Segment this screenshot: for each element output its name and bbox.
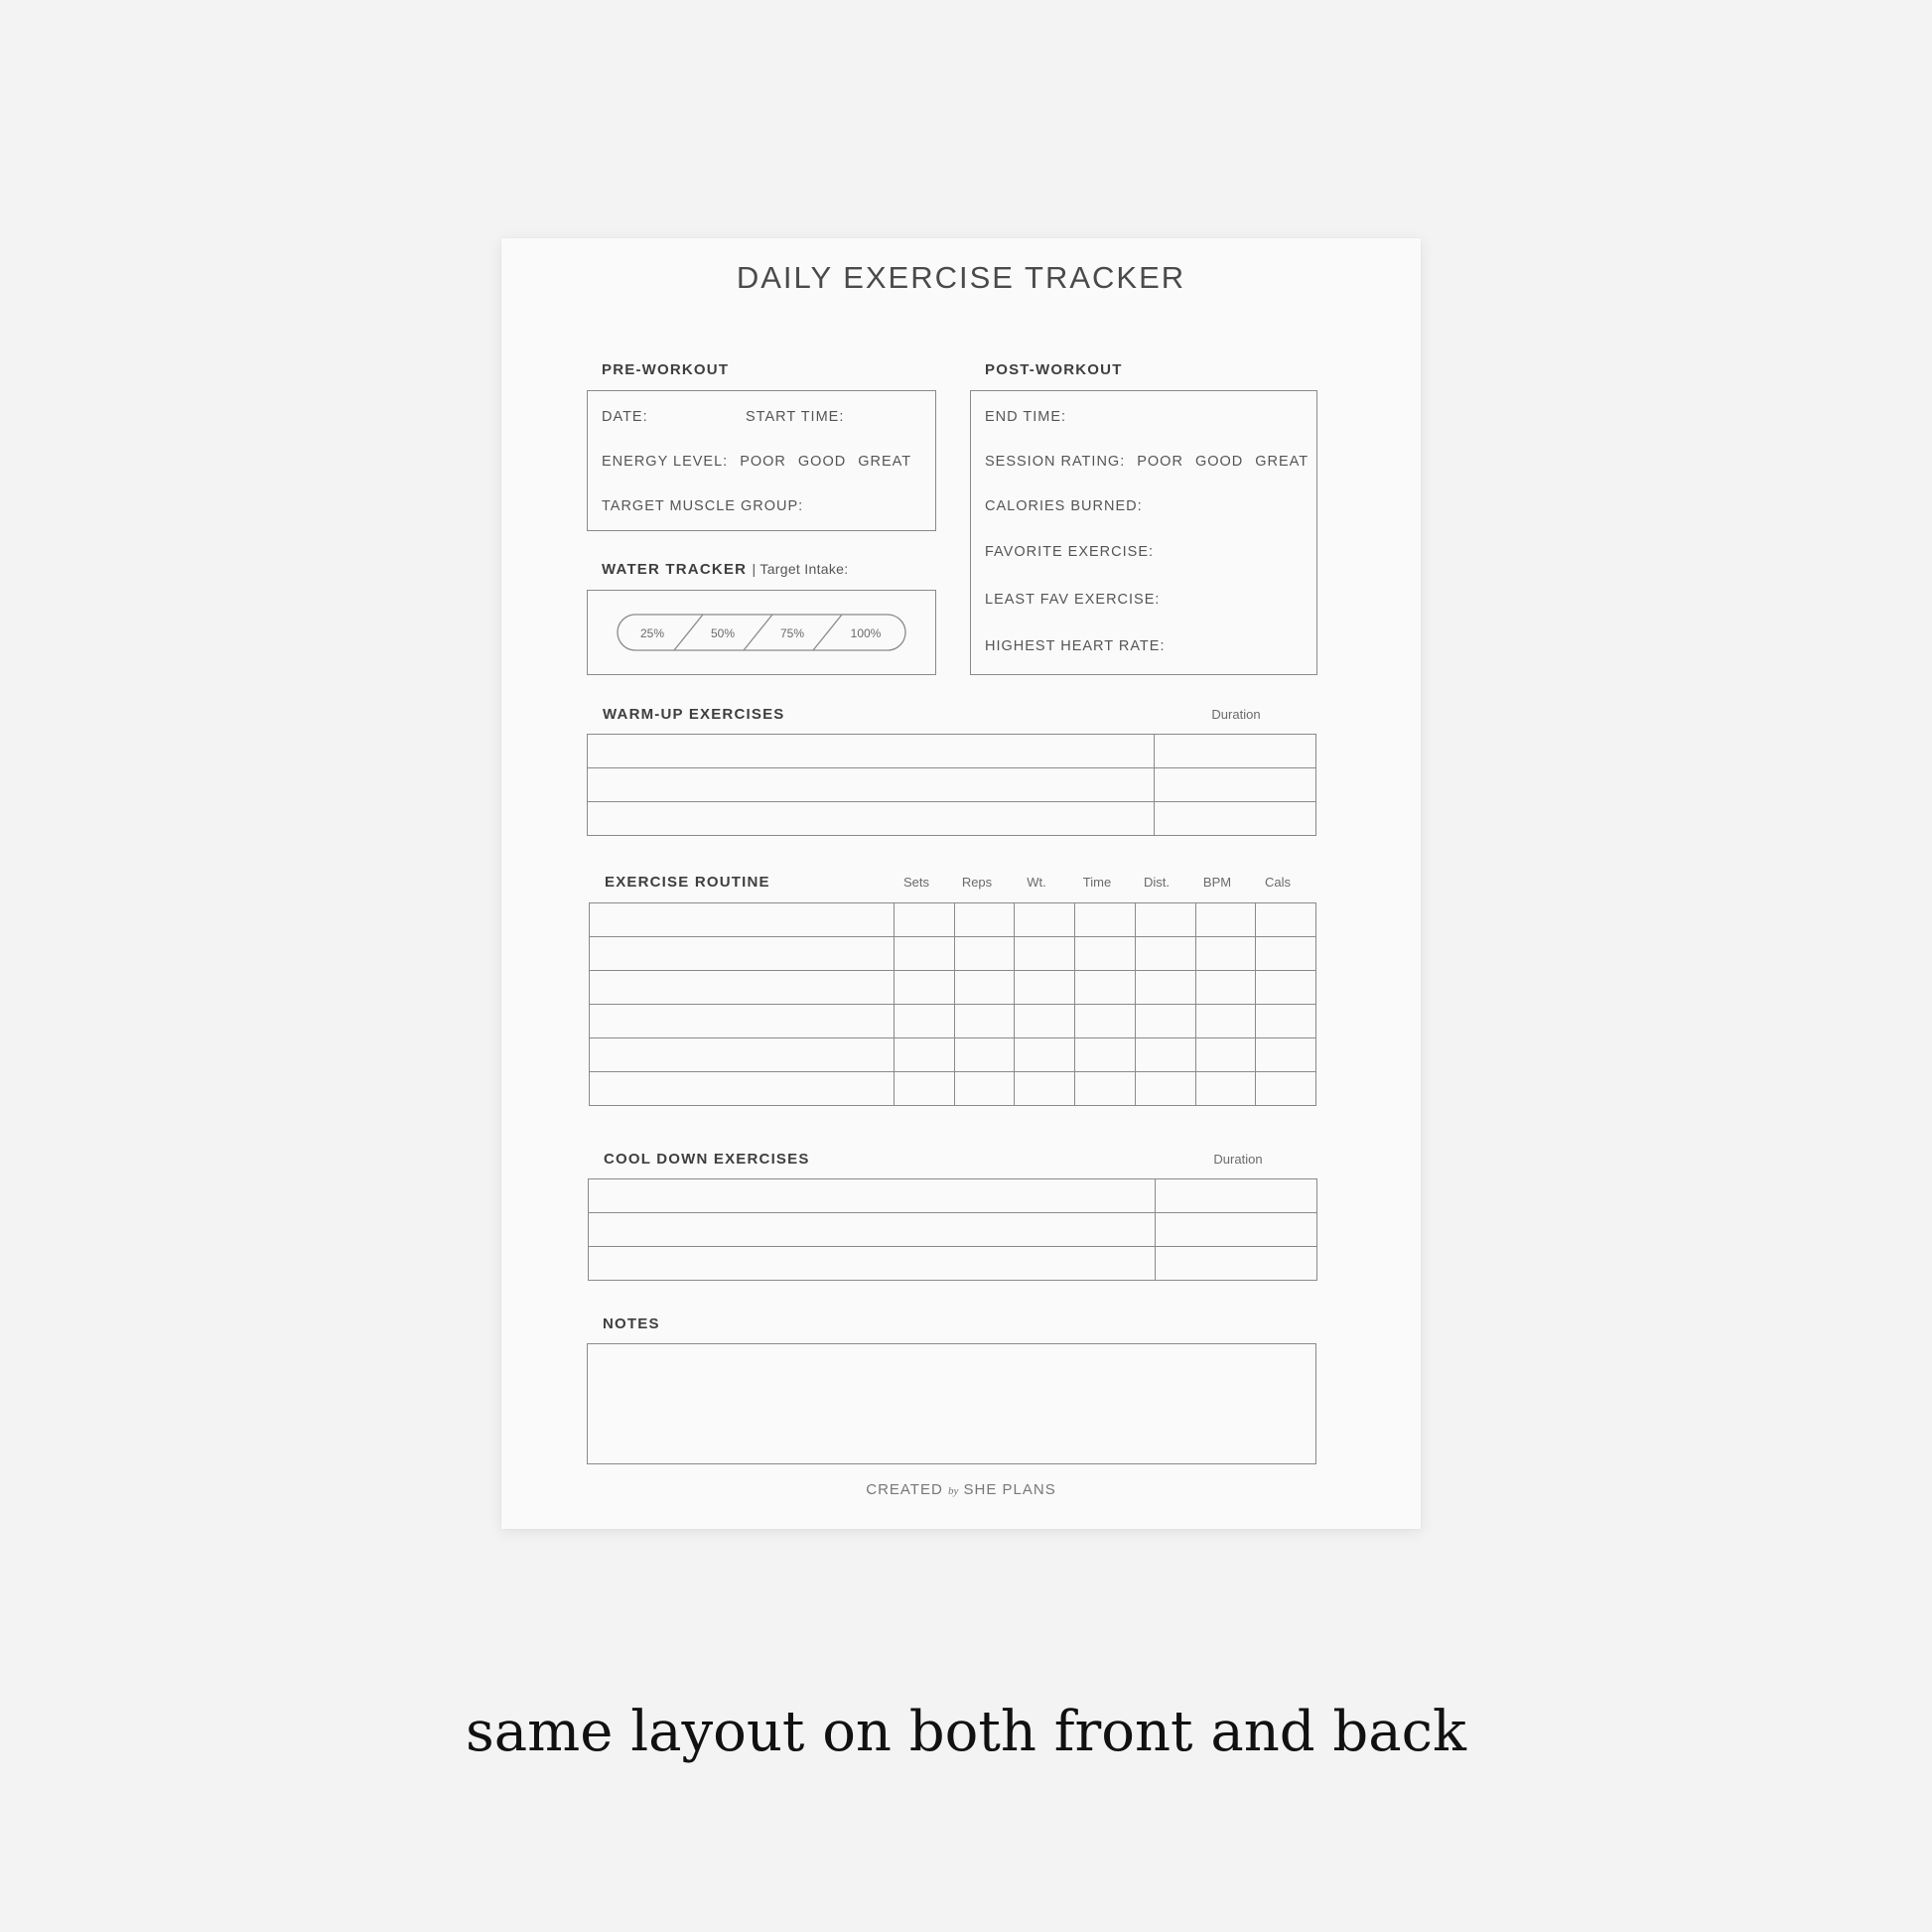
- page-title: DAILY EXERCISE TRACKER: [736, 260, 1186, 295]
- routine-cell[interactable]: [895, 1005, 955, 1038]
- col-cals: Cals: [1264, 875, 1291, 890]
- routine-cell[interactable]: [1075, 971, 1136, 1005]
- routine-cell[interactable]: [1015, 1005, 1075, 1038]
- routine-cell[interactable]: [1015, 1038, 1075, 1072]
- water-level-75: 75%: [779, 626, 805, 640]
- water-level-25: 25%: [639, 626, 665, 640]
- energy-option-good[interactable]: GOOD: [797, 454, 847, 470]
- highest-heart-rate-label: HIGHEST HEART RATE:: [985, 638, 1166, 654]
- routine-cell[interactable]: [1195, 937, 1256, 971]
- cool-down-duration-cell[interactable]: [1156, 1213, 1317, 1247]
- routine-cell[interactable]: [1256, 1038, 1316, 1072]
- routine-heading: EXERCISE ROUTINE: [605, 874, 770, 891]
- footer-by: by: [947, 1485, 959, 1497]
- routine-cell[interactable]: [1195, 971, 1256, 1005]
- col-bpm: BPM: [1202, 875, 1232, 890]
- routine-cell[interactable]: [954, 903, 1015, 937]
- least-fav-exercise-label: LEAST FAV EXERCISE:: [985, 592, 1161, 608]
- table-row: [590, 903, 1316, 937]
- routine-exercise-cell[interactable]: [590, 937, 895, 971]
- rating-option-poor[interactable]: POOR: [1137, 454, 1183, 470]
- warm-up-heading: WARM-UP EXERCISES: [603, 706, 785, 723]
- routine-exercise-cell[interactable]: [590, 1072, 895, 1106]
- table-row: [589, 1247, 1317, 1281]
- routine-cell[interactable]: [1075, 937, 1136, 971]
- table-row: [590, 1005, 1316, 1038]
- routine-cell[interactable]: [1075, 903, 1136, 937]
- water-level-pill[interactable]: [617, 614, 906, 651]
- warm-up-exercise-cell[interactable]: [588, 768, 1155, 802]
- warm-up-table: [587, 734, 1316, 836]
- col-sets: Sets: [902, 875, 929, 890]
- routine-cell[interactable]: [1256, 1072, 1316, 1106]
- col-wt: Wt.: [1027, 875, 1046, 890]
- routine-cell[interactable]: [1135, 971, 1195, 1005]
- routine-cell[interactable]: [1256, 937, 1316, 971]
- routine-cell[interactable]: [1256, 903, 1316, 937]
- start-time-label: START TIME:: [746, 409, 845, 425]
- energy-level-label: ENERGY LEVEL:: [602, 454, 729, 470]
- routine-cell[interactable]: [954, 1072, 1015, 1106]
- routine-cell[interactable]: [895, 1072, 955, 1106]
- table-row: [588, 802, 1316, 836]
- routine-cell[interactable]: [1075, 1072, 1136, 1106]
- routine-exercise-cell[interactable]: [590, 903, 895, 937]
- table-row: [590, 1038, 1316, 1072]
- routine-cell[interactable]: [1015, 903, 1075, 937]
- table-row: [588, 735, 1316, 768]
- footer-credit: [501, 1481, 1421, 1498]
- table-row: [590, 1072, 1316, 1106]
- cool-down-exercise-cell[interactable]: [589, 1179, 1156, 1213]
- cool-down-duration-cell[interactable]: [1156, 1247, 1317, 1281]
- routine-cell[interactable]: [895, 1038, 955, 1072]
- cool-down-duration-header: Duration: [1213, 1152, 1263, 1167]
- routine-exercise-cell[interactable]: [590, 1038, 895, 1072]
- routine-cell[interactable]: [954, 1038, 1015, 1072]
- energy-option-poor[interactable]: POOR: [740, 454, 786, 470]
- warm-up-exercise-cell[interactable]: [588, 802, 1155, 836]
- warm-up-exercise-cell[interactable]: [588, 735, 1155, 768]
- routine-cell[interactable]: [1135, 1038, 1195, 1072]
- col-dist: Dist.: [1144, 875, 1170, 890]
- table-row: [588, 768, 1316, 802]
- routine-cell[interactable]: [1135, 937, 1195, 971]
- rating-option-good[interactable]: GOOD: [1194, 454, 1244, 470]
- routine-cell[interactable]: [1195, 1005, 1256, 1038]
- routine-cell[interactable]: [895, 971, 955, 1005]
- cool-down-table: [588, 1178, 1317, 1281]
- pre-workout-box: [587, 390, 936, 531]
- routine-cell[interactable]: [1195, 1038, 1256, 1072]
- pre-workout-heading: PRE-WORKOUT: [602, 361, 730, 378]
- routine-exercise-cell[interactable]: [590, 1005, 895, 1038]
- routine-cell[interactable]: [1135, 903, 1195, 937]
- table-row: [590, 971, 1316, 1005]
- warm-up-duration-cell[interactable]: [1155, 735, 1316, 768]
- routine-cell[interactable]: [895, 937, 955, 971]
- water-tracker-box: [587, 590, 936, 675]
- routine-table: [589, 902, 1316, 1106]
- caption-text: same layout on both front and back: [466, 1700, 1466, 1764]
- post-workout-box: [970, 390, 1317, 675]
- col-time: Time: [1082, 875, 1112, 890]
- water-level-100: 100%: [850, 626, 882, 640]
- routine-cell[interactable]: [954, 1005, 1015, 1038]
- water-tracker-title: WATER TRACKER: [602, 561, 748, 578]
- warm-up-duration-cell[interactable]: [1155, 768, 1316, 802]
- water-level-50: 50%: [710, 626, 736, 640]
- routine-cell[interactable]: [1135, 1005, 1195, 1038]
- water-tracker-heading: [602, 561, 848, 578]
- rating-option-great[interactable]: GREAT: [1255, 454, 1310, 470]
- cool-down-exercise-cell[interactable]: [589, 1247, 1156, 1281]
- water-target-intake: | Target Intake:: [752, 561, 849, 577]
- routine-cell[interactable]: [895, 903, 955, 937]
- notes-heading: NOTES: [603, 1315, 660, 1332]
- routine-cell[interactable]: [1256, 971, 1316, 1005]
- energy-option-great[interactable]: GREAT: [858, 454, 912, 470]
- col-reps: Reps: [961, 875, 993, 890]
- session-rating-row: [985, 454, 1309, 470]
- routine-cell[interactable]: [1075, 1005, 1136, 1038]
- end-time-label: END TIME:: [985, 409, 1067, 425]
- routine-cell[interactable]: [1015, 971, 1075, 1005]
- routine-cell[interactable]: [954, 937, 1015, 971]
- routine-exercise-cell[interactable]: [590, 971, 895, 1005]
- cool-down-heading: COOL DOWN EXERCISES: [604, 1151, 810, 1168]
- session-rating-label: SESSION RATING:: [985, 454, 1126, 470]
- table-row: [589, 1213, 1317, 1247]
- date-label: DATE:: [602, 409, 648, 425]
- favorite-exercise-label: FAVORITE EXERCISE:: [985, 544, 1155, 560]
- routine-cell[interactable]: [1135, 1072, 1195, 1106]
- routine-cell[interactable]: [1015, 937, 1075, 971]
- routine-cell[interactable]: [954, 971, 1015, 1005]
- routine-cell[interactable]: [1195, 903, 1256, 937]
- footer-brand: SHE PLANS: [963, 1481, 1056, 1498]
- table-row: [590, 937, 1316, 971]
- target-muscle-label: TARGET MUSCLE GROUP:: [602, 498, 804, 514]
- warm-up-duration-header: Duration: [1211, 707, 1261, 722]
- routine-cell[interactable]: [1015, 1072, 1075, 1106]
- warm-up-duration-cell[interactable]: [1155, 802, 1316, 836]
- cool-down-exercise-cell[interactable]: [589, 1213, 1156, 1247]
- cool-down-duration-cell[interactable]: [1156, 1179, 1317, 1213]
- footer-created: CREATED: [866, 1481, 943, 1498]
- tracker-sheet: [501, 238, 1421, 1529]
- table-row: [589, 1179, 1317, 1213]
- calories-burned-label: CALORIES BURNED:: [985, 498, 1143, 514]
- routine-cell[interactable]: [1256, 1005, 1316, 1038]
- energy-level-row: [602, 454, 911, 470]
- post-workout-heading: POST-WORKOUT: [985, 361, 1123, 378]
- routine-cell[interactable]: [1195, 1072, 1256, 1106]
- notes-box[interactable]: [587, 1343, 1316, 1464]
- routine-cell[interactable]: [1075, 1038, 1136, 1072]
